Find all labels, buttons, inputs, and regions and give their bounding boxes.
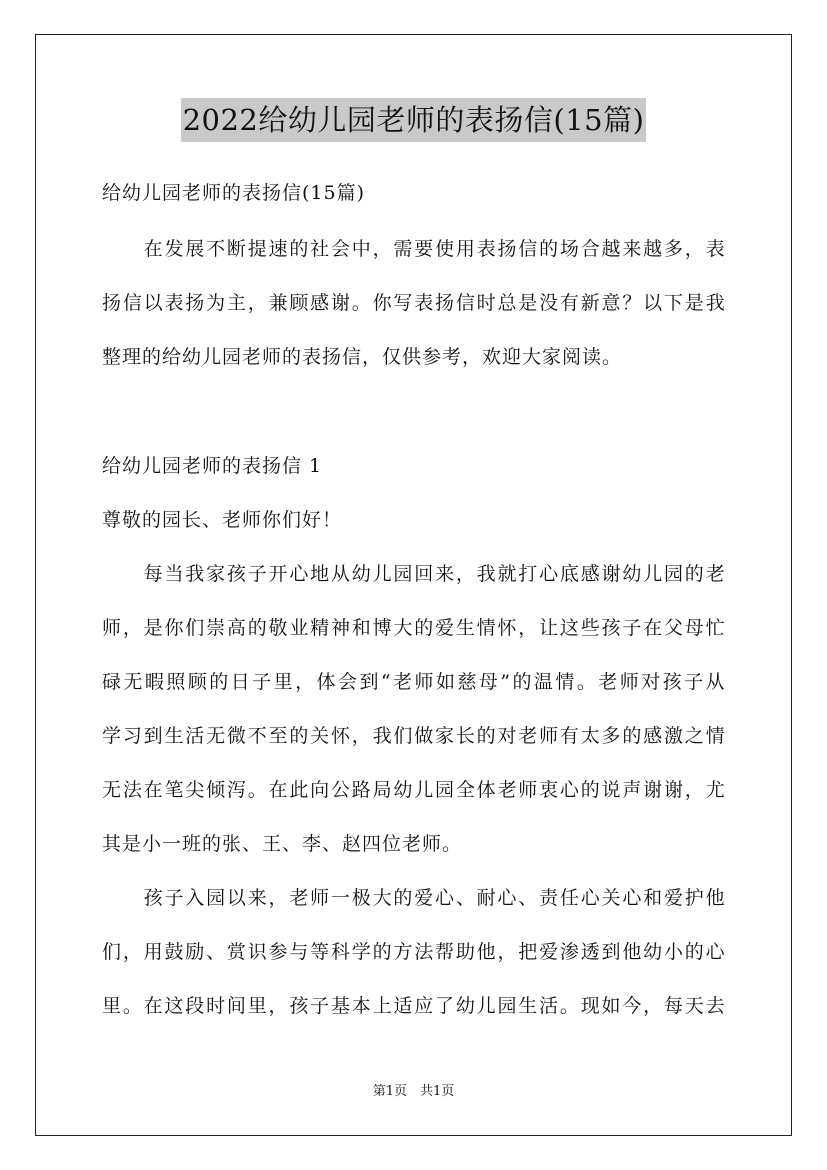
paragraph-line: 孩 子 入 园 以 来 ， 老 师 一 极 大 的 爱 心 、 耐 心 、 责 任 心 关 心 和 爱 护 他 <box>143 887 725 909</box>
intro-line: 在 发 展 不 断 提 速 的 社 会 中 ， 需 要 使 用 表 扬 信 的 场 合 越 来 越 多 ， 表 <box>143 238 725 260</box>
paragraph-line: 里 。 在 这 段 时 间 里 ， 孩 子 基 本 上 适 应 了 幼 儿 园 生 活 。 现 如 今 ， 每 天 去 <box>102 995 725 1017</box>
paragraph-line: 师 ， 是 你 们 崇 高 的 敬 业 精 神 和 博 大 的 爱 生 情 怀 ， 让 这 些 孩 子 在 父 母 忙 <box>102 617 725 639</box>
paragraph-line: 每 当 我 家 孩 子 开 心 地 从 幼 儿 园 回 来 ， 我 就 打 心 底 感 谢 幼 儿 园 的 老 <box>143 563 725 585</box>
paragraph-line: 碌 无 暇 照 顾 的 日 子 里 ， 体 会 到 “ 老 师 如 慈 母 ” 的 温 情 。 老 师 对 孩 子 从 <box>102 671 725 693</box>
paragraph-line: 无 法 在 笔 尖 倾 泻 。 在 此 向 公 路 局 幼 儿 园 全 体 老 师 衷 心 的 说 声 谢 谢 ， 尤 <box>102 779 725 801</box>
intro-line: 扬 信 以 表 扬 为 主 ， 兼 顾 感 谢 。 你 写 表 扬 信 时 总 是 没 有 新 意 ？ 以 下 是 我 <box>102 292 725 314</box>
document-subtitle: 给幼儿园老师的表扬信(15篇) <box>102 182 366 204</box>
paragraph-line: 们 ， 用 鼓 励 、 赏 识 参 与 等 科 学 的 方 法 帮 助 他 ， 把 爱 渗 透 到 他 幼 小 的 心 <box>102 941 725 963</box>
title-wrap <box>0 98 827 142</box>
page-footer: 第1页 共1页 <box>372 1084 455 1099</box>
document-title: 2022给幼儿园老师的表扬信(15篇) <box>181 98 647 142</box>
intro-line: 整理的给幼儿园老师的表扬信，仅供参考，欢迎大家阅读。 <box>102 346 623 368</box>
section-heading: 给幼儿园老师的表扬信 1 <box>102 455 323 477</box>
salutation: 尊敬的园长、老师你们好！ <box>102 509 343 531</box>
paragraph-line: 其是小一班的张、王、李、赵四位老师。 <box>102 833 463 855</box>
paragraph-line: 学 习 到 生 活 无 微 不 至 的 关 怀 ， 我 们 做 家 长 的 对 老 师 有 太 多 的 感 激 之 情 <box>102 725 725 747</box>
